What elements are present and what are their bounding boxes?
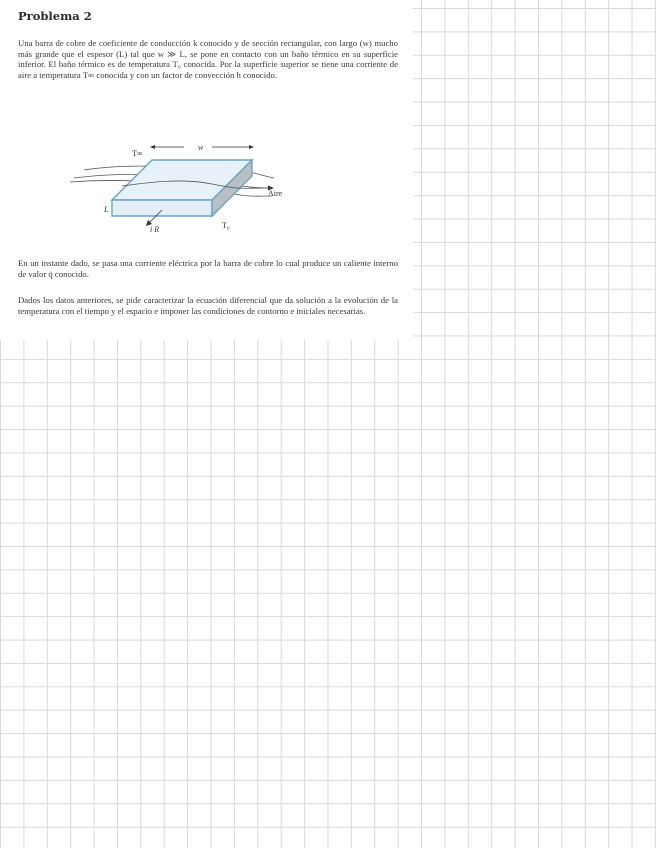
problem-statement-paragraph: Una barra de cobre de coeficiente de conducción k conocido y de sección rectangular, con largo (w) mucho más grande que el espesor (L) tal que w ≫ L, se pone en contacto con un baño térmico en su superficie inferior. El baño térmico es de temperatura T₀ conocida. Por la superficie superior se tiene una corriente de aire a temperatura T∞ conocida y con un factor de convección h conocido. — [18, 38, 398, 80]
label-L: L — [104, 205, 109, 214]
label-t-zero: T₀ — [222, 221, 230, 230]
problem-title: Problema 2 — [18, 9, 92, 23]
problem-sheet — [0, 0, 413, 340]
copper-bar-diagram — [62, 138, 302, 238]
bar-front-face — [112, 200, 212, 216]
label-w: w — [198, 143, 204, 152]
current-paragraph: En un instante dado, se pasa una corriente eléctrica por la barra de cobre lo cual produce un caliente interno de valor q̇ conocido. — [18, 258, 398, 279]
task-paragraph: Dados los datos anteriores, se pide caracterizar la ecuación diferencial que da solución a la evolución de la temperatura con el tiempo y el espacio e imponer las condiciones de contorno e iniciales necesarias. — [18, 295, 398, 316]
label-aire: Aire — [268, 189, 283, 198]
label-t-infinity: T∞ — [132, 149, 143, 158]
label-current-iR: i R — [150, 225, 160, 234]
